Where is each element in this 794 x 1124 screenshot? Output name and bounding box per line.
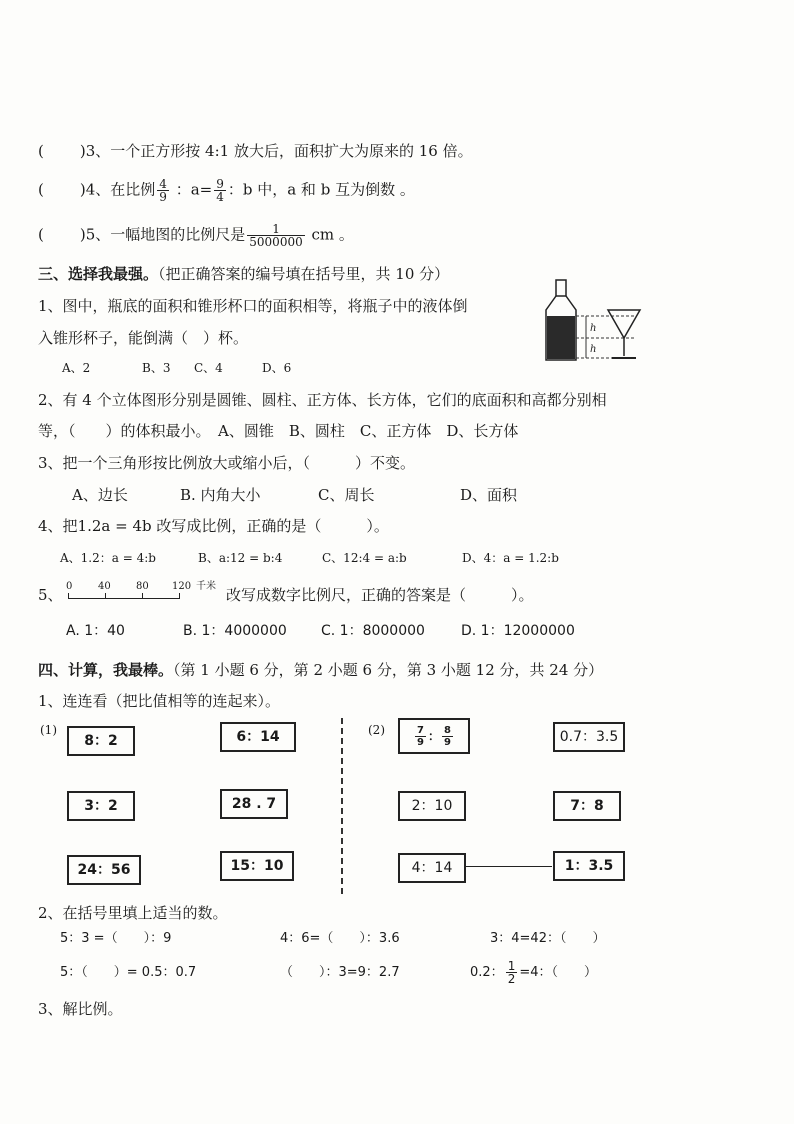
section3-note: （把正确答案的编号填在括号里，共 10 分） xyxy=(158,265,450,283)
match-box-28-7[interactable]: 28 . 7 xyxy=(220,789,288,819)
option-d[interactable]: D、4：a = 1.2:b xyxy=(462,551,559,565)
section4-heading xyxy=(38,660,603,680)
option-c[interactable]: C、周长 xyxy=(318,486,375,504)
blank-eq-5[interactable]: （ ）：3=9：2.7 xyxy=(280,965,400,980)
section3-heading xyxy=(38,264,449,284)
answer-paren[interactable]: ( xyxy=(38,225,44,244)
s3-q5-options xyxy=(66,621,575,641)
fraction: $\frac{9}{4}$ xyxy=(216,177,224,204)
part-2-label: (2) xyxy=(368,723,385,737)
s3-q3-line: 3、把一个三角形按比例放大或缩小后，（ ）不变。 xyxy=(38,454,416,472)
match-box-1-3.5[interactable]: 1：3.5 xyxy=(553,851,625,881)
blank-eq-6[interactable]: 0.2： $\frac{1}{2}$ =4：（ ） xyxy=(470,959,597,986)
scale-bar: 0 40 80 120 千米 xyxy=(66,580,236,608)
height-label-2: h xyxy=(590,344,597,355)
height-label-1: h xyxy=(590,323,597,334)
blank-eq-4[interactable]: 5：（ ）= 0.5：0.7 xyxy=(60,965,197,980)
connecting-line xyxy=(466,866,552,867)
blank-eq-2[interactable]: 4：6=（ ）：3.6 xyxy=(280,931,400,946)
s4-q1-title: 1、连连看（把比值相等的连起来）。 xyxy=(38,692,281,710)
s3-q4-line: 4、把1.2a = 4b 改写成比例，正确的是（ ）。 xyxy=(38,517,389,535)
part-1-label: (1) xyxy=(40,723,57,737)
answer-paren[interactable]: ( xyxy=(38,142,44,160)
option-a[interactable]: A、2 xyxy=(62,361,91,375)
option-d[interactable]: D. 1：12000000 xyxy=(461,623,575,639)
bottle-neck xyxy=(556,280,566,296)
option-b[interactable]: B、3 xyxy=(142,361,171,375)
section4-title: 四、计算，我最棒。 xyxy=(38,661,174,679)
section3-title: 三、选择我最强。 xyxy=(38,265,159,283)
option-a[interactable]: A、边长 xyxy=(72,486,128,504)
option-c[interactable]: C. 1：8000000 xyxy=(321,623,425,639)
option-a[interactable]: A. 1：40 xyxy=(66,623,125,639)
s3-q1-options xyxy=(62,358,291,378)
s3-q1-line1: 1、图中，瓶底的面积和锥形杯口的面积相等，将瓶子中的液体倒 xyxy=(38,297,468,315)
judge-q3: ( )3、一个正方形按 4:1 放大后，面积扩大为原来的 16 倍。 xyxy=(38,142,473,160)
option-d[interactable]: D、面积 xyxy=(460,486,518,504)
option-b[interactable]: B、a:12 = b:4 xyxy=(198,551,283,565)
s4-q3-title: 3、解比例。 xyxy=(38,1000,123,1018)
bottle-liquid xyxy=(547,316,575,359)
s3-q5-prefix: 5、 xyxy=(38,586,63,604)
judge-q4: ( )4、在比例 $\frac{4}{9}$ ：a= $\frac{9}{4}$ ：b 中，a 和 b 互为倒数 。 xyxy=(38,177,415,204)
blank-eq-3[interactable]: 3：4=42：（ ） xyxy=(490,931,606,946)
fraction: $\frac{4}{9}$ xyxy=(159,177,167,204)
s3-q3-options xyxy=(72,485,517,505)
cone-glass xyxy=(608,310,640,338)
s4-q2-row2 xyxy=(60,960,597,985)
match-box-7-8[interactable]: 7：8 xyxy=(553,791,621,821)
s3-q4-options xyxy=(60,548,559,568)
match-box-6-14[interactable]: 6：14 xyxy=(220,722,296,752)
divider-dashed xyxy=(341,718,343,894)
option-c[interactable]: C、12:4 = a:b xyxy=(322,551,407,565)
blank-eq-1[interactable]: 5：3 =（ ）：9 xyxy=(60,931,172,946)
s3-q1-line2: 入锥形杯子，能倒满（ ）杯。 xyxy=(38,329,249,347)
s4-q2-title: 2、在括号里填上适当的数。 xyxy=(38,904,228,922)
s3-q2-line1: 2、有 4 个立体图形分别是圆锥、圆柱、正方体、长方体，它们的底面积和高都分别相 xyxy=(38,391,607,409)
s3-q5-text: 改写成数字比例尺，正确的答案是（ ）。 xyxy=(226,586,534,604)
judge-q5: ( )5、一幅地图的比例尺是 $\frac{1}{5000000}$ cm 。 xyxy=(38,222,354,249)
s4-q2-row1 xyxy=(60,929,605,949)
match-box-2-10[interactable]: 2：10 xyxy=(398,791,466,821)
option-c[interactable]: C、4 xyxy=(194,361,223,375)
match-box-0.7-3.5[interactable]: 0.7：3.5 xyxy=(553,722,625,752)
match-box-8-2[interactable]: 8：2 xyxy=(67,726,135,756)
bottle-glass-figure xyxy=(540,278,650,368)
match-box-15-10[interactable]: 15：10 xyxy=(220,851,294,881)
answer-paren[interactable]: ( xyxy=(38,180,44,199)
s3-q2-line2: 等，（ ）的体积最小。 A、圆锥 B、圆柱 C、正方体 D、长方体 xyxy=(38,422,519,440)
fraction: $\frac{1}{2}$ xyxy=(507,959,516,986)
section4-note: （第 1 小题 6 分，第 2 小题 6 分，第 3 小题 12 分，共 24 分） xyxy=(173,661,604,679)
match-box-fraction[interactable]: $\frac{7}{9}$ ： $\frac{8}{9}$ xyxy=(398,718,470,754)
fraction: $\frac{1}{5000000}$ xyxy=(249,222,303,249)
match-box-3-2[interactable]: 3：2 xyxy=(67,791,135,821)
match-box-4-14[interactable]: 4：14 xyxy=(398,853,466,883)
match-box-24-56[interactable]: 24：56 xyxy=(67,855,141,885)
option-d[interactable]: D、6 xyxy=(262,361,292,375)
option-a[interactable]: A、1.2：a = 4:b xyxy=(60,551,156,565)
option-b[interactable]: B. 内角大小 xyxy=(180,486,261,504)
option-b[interactable]: B. 1：4000000 xyxy=(183,623,287,639)
